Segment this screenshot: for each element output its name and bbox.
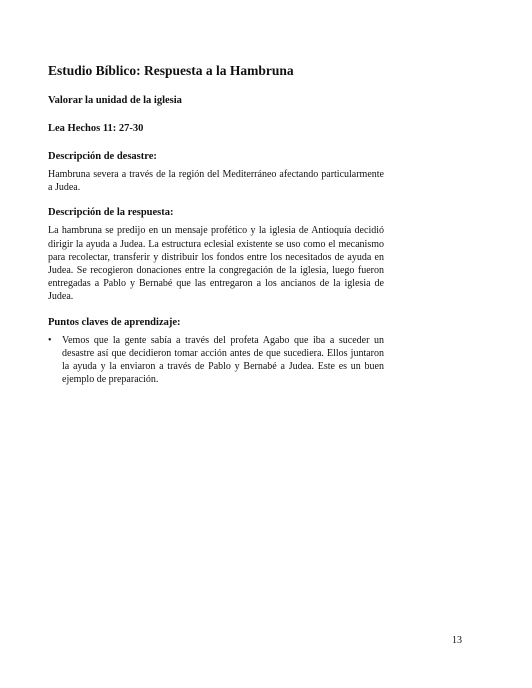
section-text-response: La hambruna se predijo en un mensaje profético y la iglesia de Antioquía decidió dirigir la ayuda a Judea. La estructura eclesial existente se uso como el mecanismo para recolectar, transferir y distribuir los fondos entre los necesitados de ayuda en Judea. Se recogieron donaciones entre la congregación de la iglesia, luego fueron entregadas a Pablo y Bernabé que las entregaron a los ancianos de la iglesia de Judea. — [48, 225, 384, 303]
page-content — [48, 62, 384, 386]
section-heading-key-points: Puntos claves de aprendizaje: — [48, 316, 181, 328]
section-response — [48, 206, 384, 303]
list-item-text: Vemos que la gente sabía a través del profeta Agabo que iba a suceder un desastre así que decidieron tomar acción antes de que sucediera. Ellos juntaron la ayuda y la enviaron a través de Pablo y Bernabé a Judea. Este es un buen ejemplo de preparación. — [62, 334, 384, 386]
scripture-reference: Lea Hechos 11: 27-30 — [48, 123, 144, 134]
section-key-points — [48, 316, 384, 387]
bullet-icon: • — [48, 334, 52, 346]
key-points-list — [48, 334, 384, 387]
section-heading-disaster: Descripción de desastre: — [48, 151, 157, 162]
list-item — [48, 334, 384, 387]
study-subtitle: Valorar la unidad de la iglesia — [48, 95, 182, 106]
section-text-disaster: Hambruna severa a través de la región del Mediterráneo afectando particularmente a Judea. — [48, 169, 384, 194]
page-number: 13 — [452, 635, 462, 646]
page-title: Estudio Bíblico: Respuesta a la Hambruna — [48, 63, 294, 78]
section-heading-response: Descripción de la respuesta: — [48, 207, 174, 219]
section-disaster — [48, 150, 384, 194]
